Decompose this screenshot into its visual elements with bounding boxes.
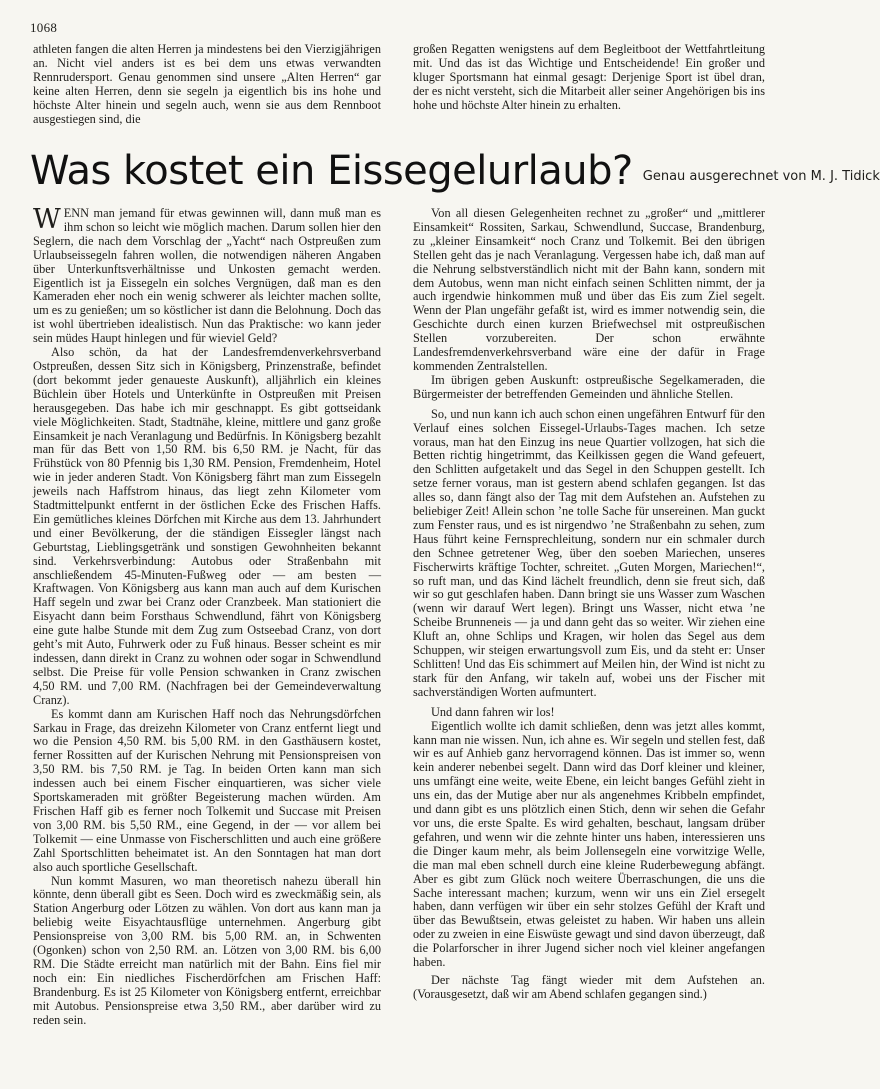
article-title: Was kostet ein Eissegelurlaub? [30, 148, 633, 194]
article-paragraph: Und dann fahren wir los! [431, 704, 555, 719]
page-number: 1068 [30, 20, 58, 35]
article-paragraph: Der nächste Tag fängt wieder mit dem Aufstehen an. (Vorausgesetzt, daß wir am Abend schlafen gegangen sind.) [413, 972, 765, 1001]
intro-left-paragraph: athleten fangen die alten Herren ja mindestens bei den Vierzigjährigen an. Nicht viel anders ist es bei dem uns etwas verwandten Rennrudersport. Genau genommen sind unsere „Alten Herren“ gar keine alten Herren, denn sie segeln ja eigentlich bis ins hohe und höchste Alter hinein und segeln auch, wenn sie aus dem Rennboot ausgestiegen sind, die [33, 42, 381, 126]
article-paragraph: Im übrigen geben Auskunft: ostpreußische Segelkameraden, die Bürgermeister der betreffenden Gemeinden und ähnliche Stellen. [413, 372, 765, 401]
intro-right-paragraph: großen Regatten wenigstens auf dem Begleitboot der Wettfahrtleitung mit. Und das ist das Wichtige und Entscheidende! Ein großer und kluger Sportsmann hat einmal gesagt: Derjenige Sport ist übel dran, der es nicht versteht, sich die Mitarbeit aller seiner Angehörigen bis ins hohe und höchste Alter hinein zu erhalten. [413, 42, 765, 112]
article-left-column [33, 204, 382, 1027]
intro-right-column [413, 43, 765, 113]
article-paragraph: Eigentlich wollte ich damit schließen, denn was jetzt alles kommt, kann man nie wissen. Nun, ich ahne es. Wir segeln und stellen fest, daß wir es auf Anhieb ganz hervorragend können. Das ist immer so, wenn kein anderer nebenbei segelt. Dann wird das Dorf kleiner und kleiner, uns umfängt eine weite, weite Ebene, ein leicht banges Gefühl zieht in uns ein, das der Mutige aber nur als angenehmes Kribbeln empfindet, und dann gibt es uns plötzlich einen Stich, denn wir sehen die Gefahr vor uns, die erste Spalte. Es wird gehalten, beschaut, langsam drüber gefahren, und wenn wir die zehnte hinter uns haben, interessieren uns die Dinger kaum mehr, als beim Jollensegeln eine vorwitzige Welle, die man mal eben schnell durch eine kleine Ruderbewegung abfängt. Aber es gibt zum Glück noch weitere Überraschungen, die uns die Sache interessant machen; kurzum, wenn wir uns ein Ziel ersegelt haben, dann verfügen wir über ein sehr stolzes Gefühl der Kraft und über das Bewußtsein, etwas geleistet zu haben. Wir haben uns allein oder zu zweien in eine Eiswüste gewagt und sind davon überzeugt, daß die Polarforscher in ihrer Jugend sicher noch viel kleiner angefangen haben. [413, 718, 765, 970]
article-byline: Genau ausgerechnet von M. J. Tidick [642, 169, 880, 184]
article-paragraph-text: ENN man jemand für etwas gewinnen will, dann muß man es ihm schon so leicht wie möglich machen. Darum sollen hier den Seglern, die nach dem Vorschlag der „Yacht“ nach Ostpreußen zum Urlaubseissegeln fahren wollen, die notwendigen näheren Angaben über Unterkunftsverhältnisse und Unkosten gemacht werden. Eigentlich ist ja Eissegeln ein solches Vergnügen, daß man es den Kameraden eher noch ein wenig schwerer als leichter machen sollte, um es zu genießen; um so köstlicher ist dann die Belohnung. Doch das ist wohl übertrieben idealistisch. Nun das Praktische: wo kann jeder sein müdes Haupt hinlegen und für wieviel Geld? [33, 206, 382, 346]
article-headline [30, 148, 880, 194]
article-paragraph [33, 204, 382, 346]
article-right-column [413, 207, 765, 1002]
article-paragraph: So, und nun kann ich auch schon einen ungefähren Entwurf für den Verlauf eines solchen Eissegel-Urlaubs-Tages machen. Ich setze voraus, man hat den Einzug ins neue Quartier vollzogen, hat sich die Betten richtig hingetrimmt, das Keilkissen gegen die Wand gefeuert, den Schlitten aufgetakelt und das Segel in den Schuppen gestellt. Ich setze ferner voraus, man ist gestern abend schlafen gegangen. Ist das alles so, dann fängt also der Tag mit dem Aufstehen an. Aufstehen zu beliebiger Zeit! Allein schon ’ne tolle Sache für unsereinen. Man guckt zum Fenster raus, und es ist nirgendwo ’ne Straßenbahn zu sehen, zum Haus führt keine Fernsprechleitung, sondern nur ein schmaler durch den Schnee getretener Weg, über den soeben Mariechen, unseres Fischerwirts kräftige Tochter, schreitet. „Guten Morgen, Mariechen!“, so ruft man, und das Kind lächelt freundlich, denn sie freut sich, daß wir so gut geschlafen haben. Dann bringt sie uns Wasser zum Waschen (wenn wir darauf Wert legen). Bringt uns Wasser, nicht etwa ’ne Scheibe Brunneneis — ja und dann geht das so weiter. Wir ziehen eine Kluft an, ohne Schlips und Kragen, wir holen das Segel aus dem Schuppen, wir steigen erwartungsvoll zum Eis, und da steht er: Unser Schlitten! Und das Eis schimmert auf Meilen hin, der Wind ist nicht zu stark für den Anfang, wir takeln auf, wobei uns der Fischer mit sachverständigen Worten aufmuntert. [413, 406, 765, 699]
article-paragraph: Also schön, da hat der Landesfremdenverkehrsverband Ostpreußen, dessen Sitz sich in Königsberg, Prinzenstraße, befindet (dort bekommt jeder genaueste Auskunft), alljährlich ein kleines Büchlein über Hotels und Unterkünfte in Ostpreußen mit Preisen herausgegeben. Das habe ich mir geschnappt. Es gibt gottseidank viele Möglichkeiten. Stadt, Stadtnähe, kleine, mittlere und ganz große Einsamkeit je nach Veranlagung und Bedürfnis. In Königsberg bezahlt man für das Bett von 1,50 RM. bis 6,50 RM. je Nacht, für das Frühstück von 80 Pfennig bis 1,30 RM. Pension, Fremdenheim, Hotel wie in jeder anderen Stadt. Von Königsberg fährt man zum Eissegeln jeweils nach Haffstrom hinaus, das liegt zehn Kilometer vom Stadtmittelpunkt entfernt in der östlichen Ecke des Frischen Haffs. Ein gemütliches kleines Dörfchen mit Kirche aus dem 13. Jahrhundert und einer Bevölkerung, der die ständigen Eissegler längst nach Geburtstag, Lieblingsgetränk und sonstigen Gewohnheiten bekannt sind. Verkehrsverbindung: Autobus oder Straßenbahn mit anschließendem 45-Minuten-Fußweg oder — am besten — Kraftwagen. Von Königsberg aus kann man auch auf dem Kurischen Haff segeln und zwar bei Cranz oder Cranzbeek. Man stationiert die Eisyacht dann beim Forsthaus Schwendlund, fährt von Königsberg eine gute halbe Stunde mit dem Zug zum Ostseebad Cranz, von dort geht’s mit Auto, Fuhrwerk oder zu Fuß hinaus. Besser scheint es mir indessen, dann direkt in Cranz zu wohnen oder sogar in Schwendlund selbst. Die Preise für volle Pension schwanken in Cranz zwischen 4,50 RM. und 7,00 RM. (Nachfragen bei der Gemeindeverwaltung Cranz). [33, 345, 381, 707]
drop-cap: W [33, 204, 61, 235]
article-paragraph: Von all diesen Gelegenheiten rechnet zu „großer“ und „mittlerer Einsamkeit“ Rossiten, Sarkau, Schwendlund, Succase, Brandenburg, zu „kleiner Einsamkeit“ noch Cranz und Tolkemit. Bei den übrigen Stellen geht das je nach Veranlagung. Vergessen habe ich, daß man auf die Nehrung selbstverständlich nicht mit der Bahn kann, sondern mit dem Autobus, wenn man nicht einfach seinen Schlitten nimmt, der ja auch irgendwie hinkommen muß und über das Eis zum Ziel segelt. Wenn der Plan ungefähr gefaßt ist, wird es immer notwendig sein, die Geschichte durch einen kurzen Briefwechsel mit ostpreußischen Stellen vorzubereiten. Der schon erwähnte Landesfremdenverkehrsverband wäre eine der dafür in Frage kommenden Zentralstellen. [413, 206, 765, 373]
intro-left-column [33, 43, 381, 126]
article-paragraph: Es kommt dann am Kurischen Haff noch das Nehrungsdörfchen Sarkau in Frage, das dreizehn Kilometer von Cranz entfernt liegt und wo die Pension 4,50 RM. bis 5,00 RM. in den Gasthäusern kostet, ferner Rossitten auf der Kurischen Nehrung mit Pensionspreisen von 3,50 RM. bis 7,50 RM. je Tag. In beiden Orten kann man sich indessen auch bei einem Fischer einquartieren, was sicher viele Sportskameraden mit größter Begeisterung machen würden. Am Frischen Haff gib es ferner noch Tolkemit und Succase mit Preisen von 3,00 RM. bis 5,50 RM., eine Gegend, in der — vor allem bei Tolkemit — eine Unmasse von Fischerschlitten und auch eine größere Zahl Sportschlitten beheimatet ist. An den Sonntagen hat man dort also auch sportliche Gesellschaft. [33, 706, 381, 874]
article-paragraph: Nun kommt Masuren, wo man theoretisch nahezu überall hin könnte, denn überall gibt es Seen. Doch wird es zweckmäßig sein, als Station Angerburg oder Lötzen zu wählen. Von dort aus kann man ja beliebig weite Eisyachtausflüge unternehmen. Angerburg gibt Pensionspreise von 3,00 RM. bis 5,00 RM. an, in Schwenten (Ogonken) schon von 2,50 RM. an. Lötzen von 3,00 RM. bis 6,00 RM. Die Städte erreicht man natürlich mit der Bahn. Eins fiel mir noch ein: Ein niedliches Fischerdörfchen am Frischen Haff: Brandenburg. Es ist 25 Kilometer von Königsberg entfernt, erreichbar mit Autobus. Pensionspreise etwa 3,50 RM., aber darüber wird zu reden sein. [33, 873, 381, 1027]
